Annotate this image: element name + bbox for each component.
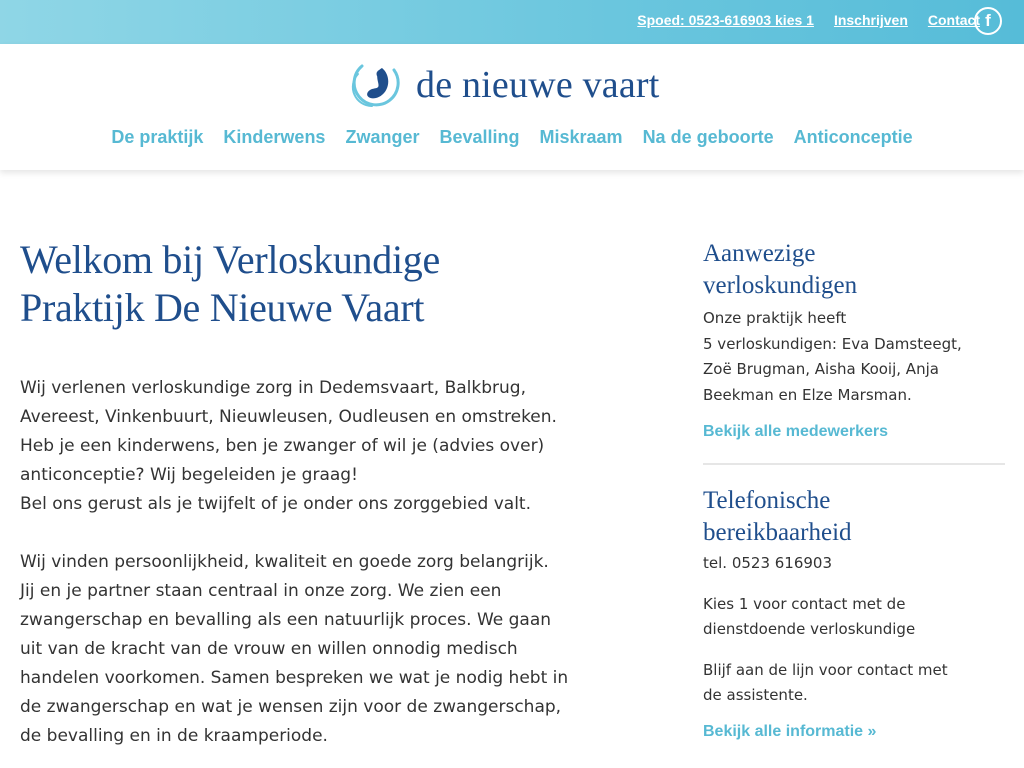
intro-line: Wij verlenen verloskundige zorg in Dedemsvaart, Balkbrug, — [20, 378, 526, 398]
nav-item-na-de-geboorte[interactable]: Na de geboorte — [642, 127, 774, 147]
facebook-icon[interactable] — [974, 7, 1002, 35]
facebook-glyph: f — [985, 11, 991, 30]
logo-baby-icon — [348, 60, 404, 110]
page-title-line-2: Praktijk De Nieuwe Vaart — [20, 285, 425, 330]
phone-title-line-2: bereikbaarheid — [703, 519, 852, 546]
present-title-line-1: Aanwezige — [703, 240, 816, 267]
present-text-line: 5 verloskundigen: Eva Damsteegt, — [703, 334, 962, 353]
present-text-line: Zoë Brugman, Aisha Kooij, Anja — [703, 360, 939, 378]
nav-item-zwanger[interactable]: Zwanger — [345, 127, 420, 147]
care-line: de zwangerschap en wat je wensen zijn voor de zwangerschap, — [20, 697, 562, 717]
nav-item-anticonceptie[interactable]: Anticonceptie — [793, 127, 913, 147]
intro-line: Bel ons gerust als je twijfelt of je onder ons zorggebied valt. — [20, 494, 531, 514]
sidebar-divider — [703, 463, 1005, 465]
page-title-line-1: Welkom bij Verloskundige — [20, 237, 440, 282]
care-line: zwangerschap en bevalling als een natuurlijk proces. We gaan — [20, 610, 552, 630]
sidebar — [703, 238, 1005, 741]
intro-line: Avereest, Vinkenbuurt, Nieuwleusen, Oudleusen en omstreken. — [20, 407, 557, 427]
nav-item-kinderwens[interactable]: Kinderwens — [223, 127, 326, 147]
intro-line: anticonceptie? Wij begeleiden je graag! — [20, 465, 358, 485]
main-content — [20, 236, 580, 751]
present-title-line-2: verloskundigen — [703, 272, 858, 299]
emergency-phone-link[interactable]: Spoed: 0523-616903 kies 1 — [637, 12, 814, 28]
view-all-staff-link[interactable]: Bekijk alle medewerkers — [703, 423, 889, 440]
nav-item-de-praktijk[interactable]: De praktijk — [111, 127, 204, 147]
care-line: uit van de kracht van de vrouw en willen onnodig medisch — [20, 639, 518, 659]
option-2-line: Blijf aan de lijn voor contact met — [703, 660, 948, 679]
contact-link[interactable]: Contact — [927, 12, 980, 28]
phone-option-1 — [703, 592, 1005, 643]
care-paragraph — [20, 548, 580, 751]
intro-line: Heb je een kinderwens, ben je zwanger of wil je (advies over) — [20, 436, 545, 456]
phone-option-2 — [703, 658, 1005, 709]
phone-availability-title — [703, 485, 1005, 549]
site-header — [0, 44, 1024, 170]
present-midwives-widget — [703, 238, 1005, 441]
care-line: de bevalling en in de kraamperiode. — [20, 726, 328, 746]
view-all-info-link[interactable]: Bekijk alle informatie » — [703, 722, 877, 740]
main-navigation — [0, 127, 1024, 148]
intro-paragraph — [20, 374, 580, 519]
top-bar — [0, 0, 1024, 44]
phone-title-line-1: Telefonische — [703, 487, 831, 514]
nav-item-miskraam[interactable]: Miskraam — [539, 127, 623, 147]
register-link[interactable]: Inschrijven — [833, 12, 908, 28]
present-midwives-text — [703, 306, 1005, 408]
present-text-line: Onze praktijk heeft — [703, 309, 847, 327]
option-2-line: de assistente. — [703, 686, 808, 704]
phone-availability-widget — [703, 485, 1005, 741]
page-title — [20, 236, 580, 332]
option-1-line: Kies 1 voor contact met de — [703, 594, 906, 613]
care-line: Jij en je partner staan centraal in onze zorg. We zien een — [20, 581, 502, 601]
care-line: handelen voorkomen. Samen bespreken we wat je nodig hebt in — [20, 668, 569, 688]
option-1-line: dienstdoende verloskundige — [703, 620, 916, 638]
top-links — [637, 12, 980, 28]
present-text-line: Beekman en Elze Marsman. — [703, 385, 912, 404]
care-line: Wij vinden persoonlijkheid, kwaliteit en goede zorg belangrijk. — [20, 552, 549, 572]
present-midwives-title — [703, 238, 1005, 302]
phone-number-text: tel. 0523 616903 — [703, 554, 833, 572]
nav-item-bevalling[interactable]: Bevalling — [439, 127, 520, 147]
site-logo[interactable] — [348, 60, 660, 110]
logo-text: de nieuwe vaart — [416, 64, 660, 106]
